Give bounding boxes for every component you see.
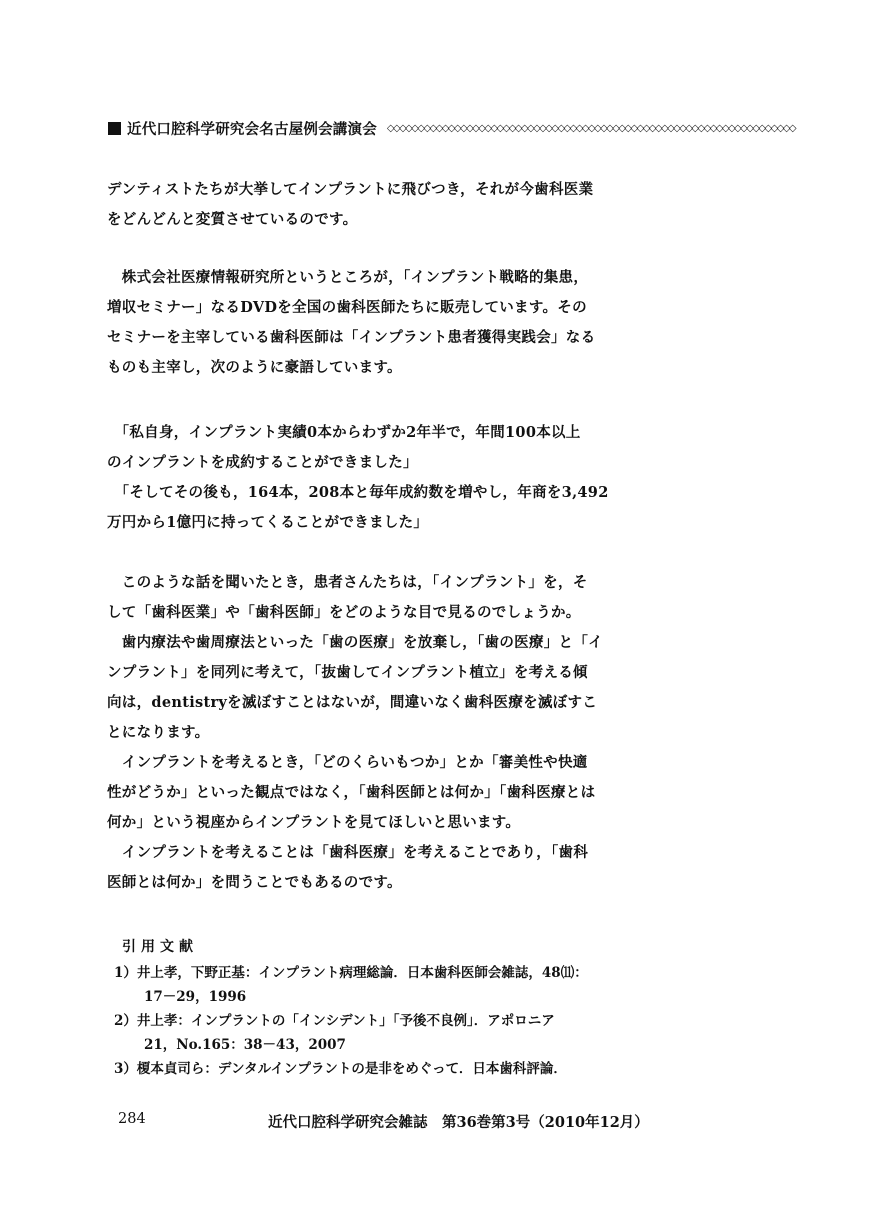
- text-line: のインプラントを成約することができました」: [107, 454, 418, 471]
- journal-citation: 近代口腔科学研究会雑誌 第36巻第3号（2010年12月）: [268, 1114, 649, 1131]
- reference-number: 3）: [114, 1061, 137, 1077]
- text-line: とになります。: [107, 724, 210, 741]
- text-line: 株式会社医療情報研究所というところが，「インプラント戦略的集患，: [107, 269, 589, 286]
- text-line: デンティストたちが大挙してインプラントに飛びつき，それが今歯科医業: [107, 181, 594, 198]
- text-line: 万円から1億円に持ってくることができました」: [107, 514, 429, 531]
- text-line: 増収セミナー」なるDVDを全国の歯科医師たちに販売しています。その: [107, 299, 587, 316]
- reference-continuation: 21，No.165：38－43，2007: [144, 1037, 346, 1053]
- reference-text: 井上孝：インプラントの「インシデント」「予後不良例」．アポロニア: [136, 1013, 555, 1029]
- page-footer: [118, 1111, 678, 1135]
- reference-number: 1）: [114, 965, 137, 981]
- text-line: 向は，dentistryを滅ぼすことはないが，間違いなく歯科医療を滅ぼすこ: [107, 694, 598, 711]
- text-line: このような話を聞いたとき，患者さんたちは，「インプラント」を，そ: [107, 574, 588, 591]
- references-heading: 引用文献: [122, 939, 198, 955]
- text-line: セミナーを主宰している歯科医師は「インプラント患者獲得実践会」なる: [107, 329, 596, 346]
- reference-number: 2）: [114, 1013, 137, 1029]
- paragraph-4: [107, 568, 663, 898]
- header-square-icon: [108, 122, 121, 135]
- header-diamond-rule: ◇◇◇◇◇◇◇◇◇◇◇◇◇◇◇◇◇◇◇◇◇◇◇◇◇◇◇◇◇◇◇◇◇◇◇◇◇◇◇◇◇◇◇◇◇◇◇◇◇◇◇◇◇◇◇◇◇◇◇◇◇◇◇◇◇◇◇: [386, 122, 795, 134]
- paragraph-1: [107, 175, 663, 235]
- references-list: [114, 961, 674, 1081]
- text-line: インプラントを考えるとき，「どのくらいもつか」とか「審美性や快適: [107, 754, 588, 771]
- reference-item-3: [114, 1057, 674, 1081]
- reference-text: 榎本貞司ら：デンタルインプラントの是非をめぐって．日本歯科評論．: [136, 1061, 567, 1077]
- text-line: ンプラント」を同列に考えて，「抜歯してインプラント植立」を考える傾: [107, 664, 588, 681]
- text-line: 「そしてその後も，164本，208本と毎年成約数を増やし，年商を3,492: [107, 484, 609, 501]
- reference-text: 井上孝，下野正基：インプラント病理総論．日本歯科医師会雑誌，48⑾：: [136, 965, 588, 981]
- text-line: ものも主宰し，次のように豪語しています。: [107, 359, 402, 376]
- text-line: して「歯科医業」や「歯科医師」をどのような目で見るのでしょうか。: [107, 604, 581, 621]
- paragraph-3-quotes: [107, 418, 663, 538]
- text-line: 歯内療法や歯周療法といった「歯の医療」を放棄し，「歯の医療」と「イ: [107, 634, 603, 651]
- text-line: 何か」という視座からインプラントを見てほしいと思います。: [107, 814, 521, 831]
- paragraph-2: [107, 263, 663, 383]
- header-title: 近代口腔科学研究会名古屋例会講演会: [127, 121, 377, 138]
- text-line: 性がどうか」といった観点ではなく，「歯科医師とは何か」「歯科医療とは: [107, 784, 596, 801]
- page-number: 284: [118, 1111, 146, 1127]
- section-header: [108, 115, 832, 141]
- reference-item-2: [114, 1009, 674, 1033]
- text-line: インプラントを考えることは「歯科医療」を考えることであり，「歯科: [107, 844, 589, 861]
- reference-continuation: 17－29，1996: [144, 989, 247, 1005]
- text-line: 「私自身，インプラント実績0本からわずか2年半で，年間100本以上: [107, 424, 581, 441]
- text-line: 医師とは何か」を問うことでもあるのです。: [107, 874, 402, 891]
- text-line: をどんどんと変質させているのです。: [107, 211, 358, 228]
- reference-item-1: [114, 961, 674, 985]
